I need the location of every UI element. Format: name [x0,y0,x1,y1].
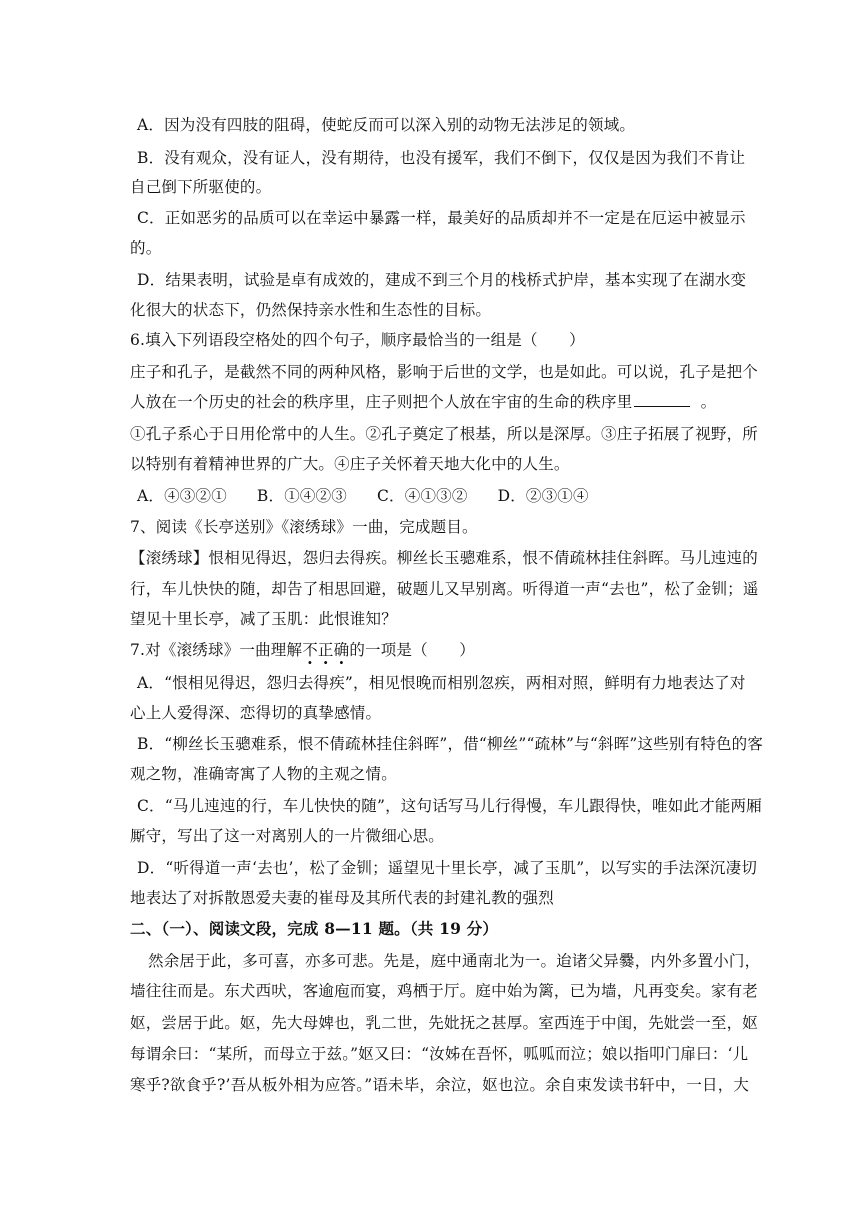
q5-option-c-line1: C．正如恶劣的品质可以在幸运中暴露一样，最美好的品质却并不一定是在厄运中被显示 [137,209,746,227]
q7-title: 7、阅读《长亭送别》《滚绣球》一曲，完成题目。 [130,518,478,536]
q7-stem [130,640,745,660]
passage-line5: 寒乎?欲食乎?’吾从板外相为应答。”语未毕，余泣，妪也泣。余自束发读书轩中，一日，大 [130,1076,750,1094]
q7-option-c-line1: C．“马儿迍迍的行，车儿快快的随”，这句话写马儿行得慢，车儿跟得快，唯如此才能两厢 [137,797,762,815]
q5-option-b-line1: B．没有观众，没有证人，没有期待，也没有援军，我们不倒下，仅仅是因为我们不肯让 [137,149,746,167]
emphasis-char: 不 [302,641,318,659]
q5-option-b-line2: 自己倒下所驱使的。 [130,178,272,196]
q7-option-a-line2: 心上人爱得深、恋得切的真挚感情。 [130,704,382,722]
q5-option-d-line2: 化很大的状态下，仍然保持亲水性和生态性的目标。 [130,301,492,319]
emphasis-char: 正 [317,641,334,659]
q5-option-c-line2: 的。 [130,239,162,257]
q7-option-b-line2: 观之物，准确寄寓了人物的主观之情。 [130,765,397,783]
emphasis-char: 确 [333,641,350,659]
q6-option-c: C．④①③② [377,487,468,505]
q6-passage-line2 [130,392,745,412]
passage-line3: 妪，尝居于此。妪，先大母婢也，乳二世，先妣抚之甚厚。室西连于中闺，先妣尝一至，妪 [130,1014,759,1032]
q5-option-a: A．因为没有四肢的阻碍，使蛇反而可以深入别的动物无法涉足的领域。 [137,116,636,134]
q6-option-d: D．②③①④ [497,487,589,505]
q6-option-a: A．④③②① [137,487,227,505]
q6-option-b: B．①④②③ [256,487,347,505]
q6-passage-line2-text: 人放在一个历史的社会的秩序里，庄子则把个人放在宇宙的生命的秩序里 [130,393,633,411]
q7-poem-line1: 【滚绣球】恨相见得迟，怨归去得疾。柳丝长玉骢难系，恨不倩疏林挂住斜晖。马儿迍迍的 [130,549,759,567]
passage-line1: 然余居于此，多可喜，亦多可悲。先是，庭中通南北为一。迨诸父异爨，内外多置小门， [148,952,761,970]
passage-line4: 每谓余曰：“某所，而母立于兹。”妪又曰：“汝姊在吾怀，呱呱而泣；娘以指叩门扉曰：‘儿 [130,1045,749,1063]
q7-option-d-line1: D．“听得道一声‘去也’，松了金钏；遥望见十里长亭，减了玉肌”，以写实的手法深沉凄切 [137,859,758,877]
q6-passage-line2-end: 。 [700,393,717,411]
answer-blank [634,392,690,407]
passage-line2: 墙往往而是。东犬西吠，客逾庖而宴，鸡栖于厅。庭中始为篱，已为墙，凡再变矣。家有老 [130,982,759,1000]
q7-stem-tail: 的一项是（ ） [349,641,475,659]
q7-option-b-line1: B．“柳丝长玉骢难系，恨不倩疏林挂住斜晖”，借“柳丝”“疏林”与“斜晖”这些别有特色的客 [137,735,764,753]
q7-poem-line2: 行，车儿快快的随，却告了相思回避，破题儿又早别离。听得道一声“去也”，松了金钏；遥 [130,580,759,598]
q6-options [137,486,752,506]
q7-poem-line3: 望见十里长亭，减了玉肌：此恨谁知？ [130,610,397,628]
section-two-heading: 二、（一）、阅读文段，完成 8—11 题。（共 19 分） [130,919,499,938]
q6-stem: 6.填入下列语段空格处的四个句子，顺序最恰当的一组是（ ） [130,331,585,349]
q6-sentences-line2: 以特别有着精神世界的广大。④庄子关怀着天地大化中的人生。 [130,455,570,473]
q5-option-d-line1: D．结果表明，试验是卓有成效的，建成不到三个月的栈桥式护岸，基本实现了在湖水变 [137,271,747,289]
q7-option-d-line2: 地表达了对拆散恩爱夫妻的崔母及其所代表的封建礼教的强烈 [130,889,554,907]
q7-option-c-line2: 厮守，写出了这一对离别人的一片微细心思。 [130,827,445,845]
q7-stem-text: 7.对《滚绣球》一曲理解 [130,641,303,659]
q6-passage-line1: 庄子和孔子，是截然不同的两种风格，影响于后世的文学，也是如此。可以说，孔子是把个 [130,363,759,381]
q6-sentences-line1: ①孔子系心于日用伦常中的人生。②孔子奠定了根基，所以是深厚。③庄子拓展了视野，所 [130,425,759,443]
q7-option-a-line1: A．“恨相见得迟，怨归去得疾”，相见恨晚而相别忽疾，两相对照，鲜明有力地表达了对 [137,674,746,692]
